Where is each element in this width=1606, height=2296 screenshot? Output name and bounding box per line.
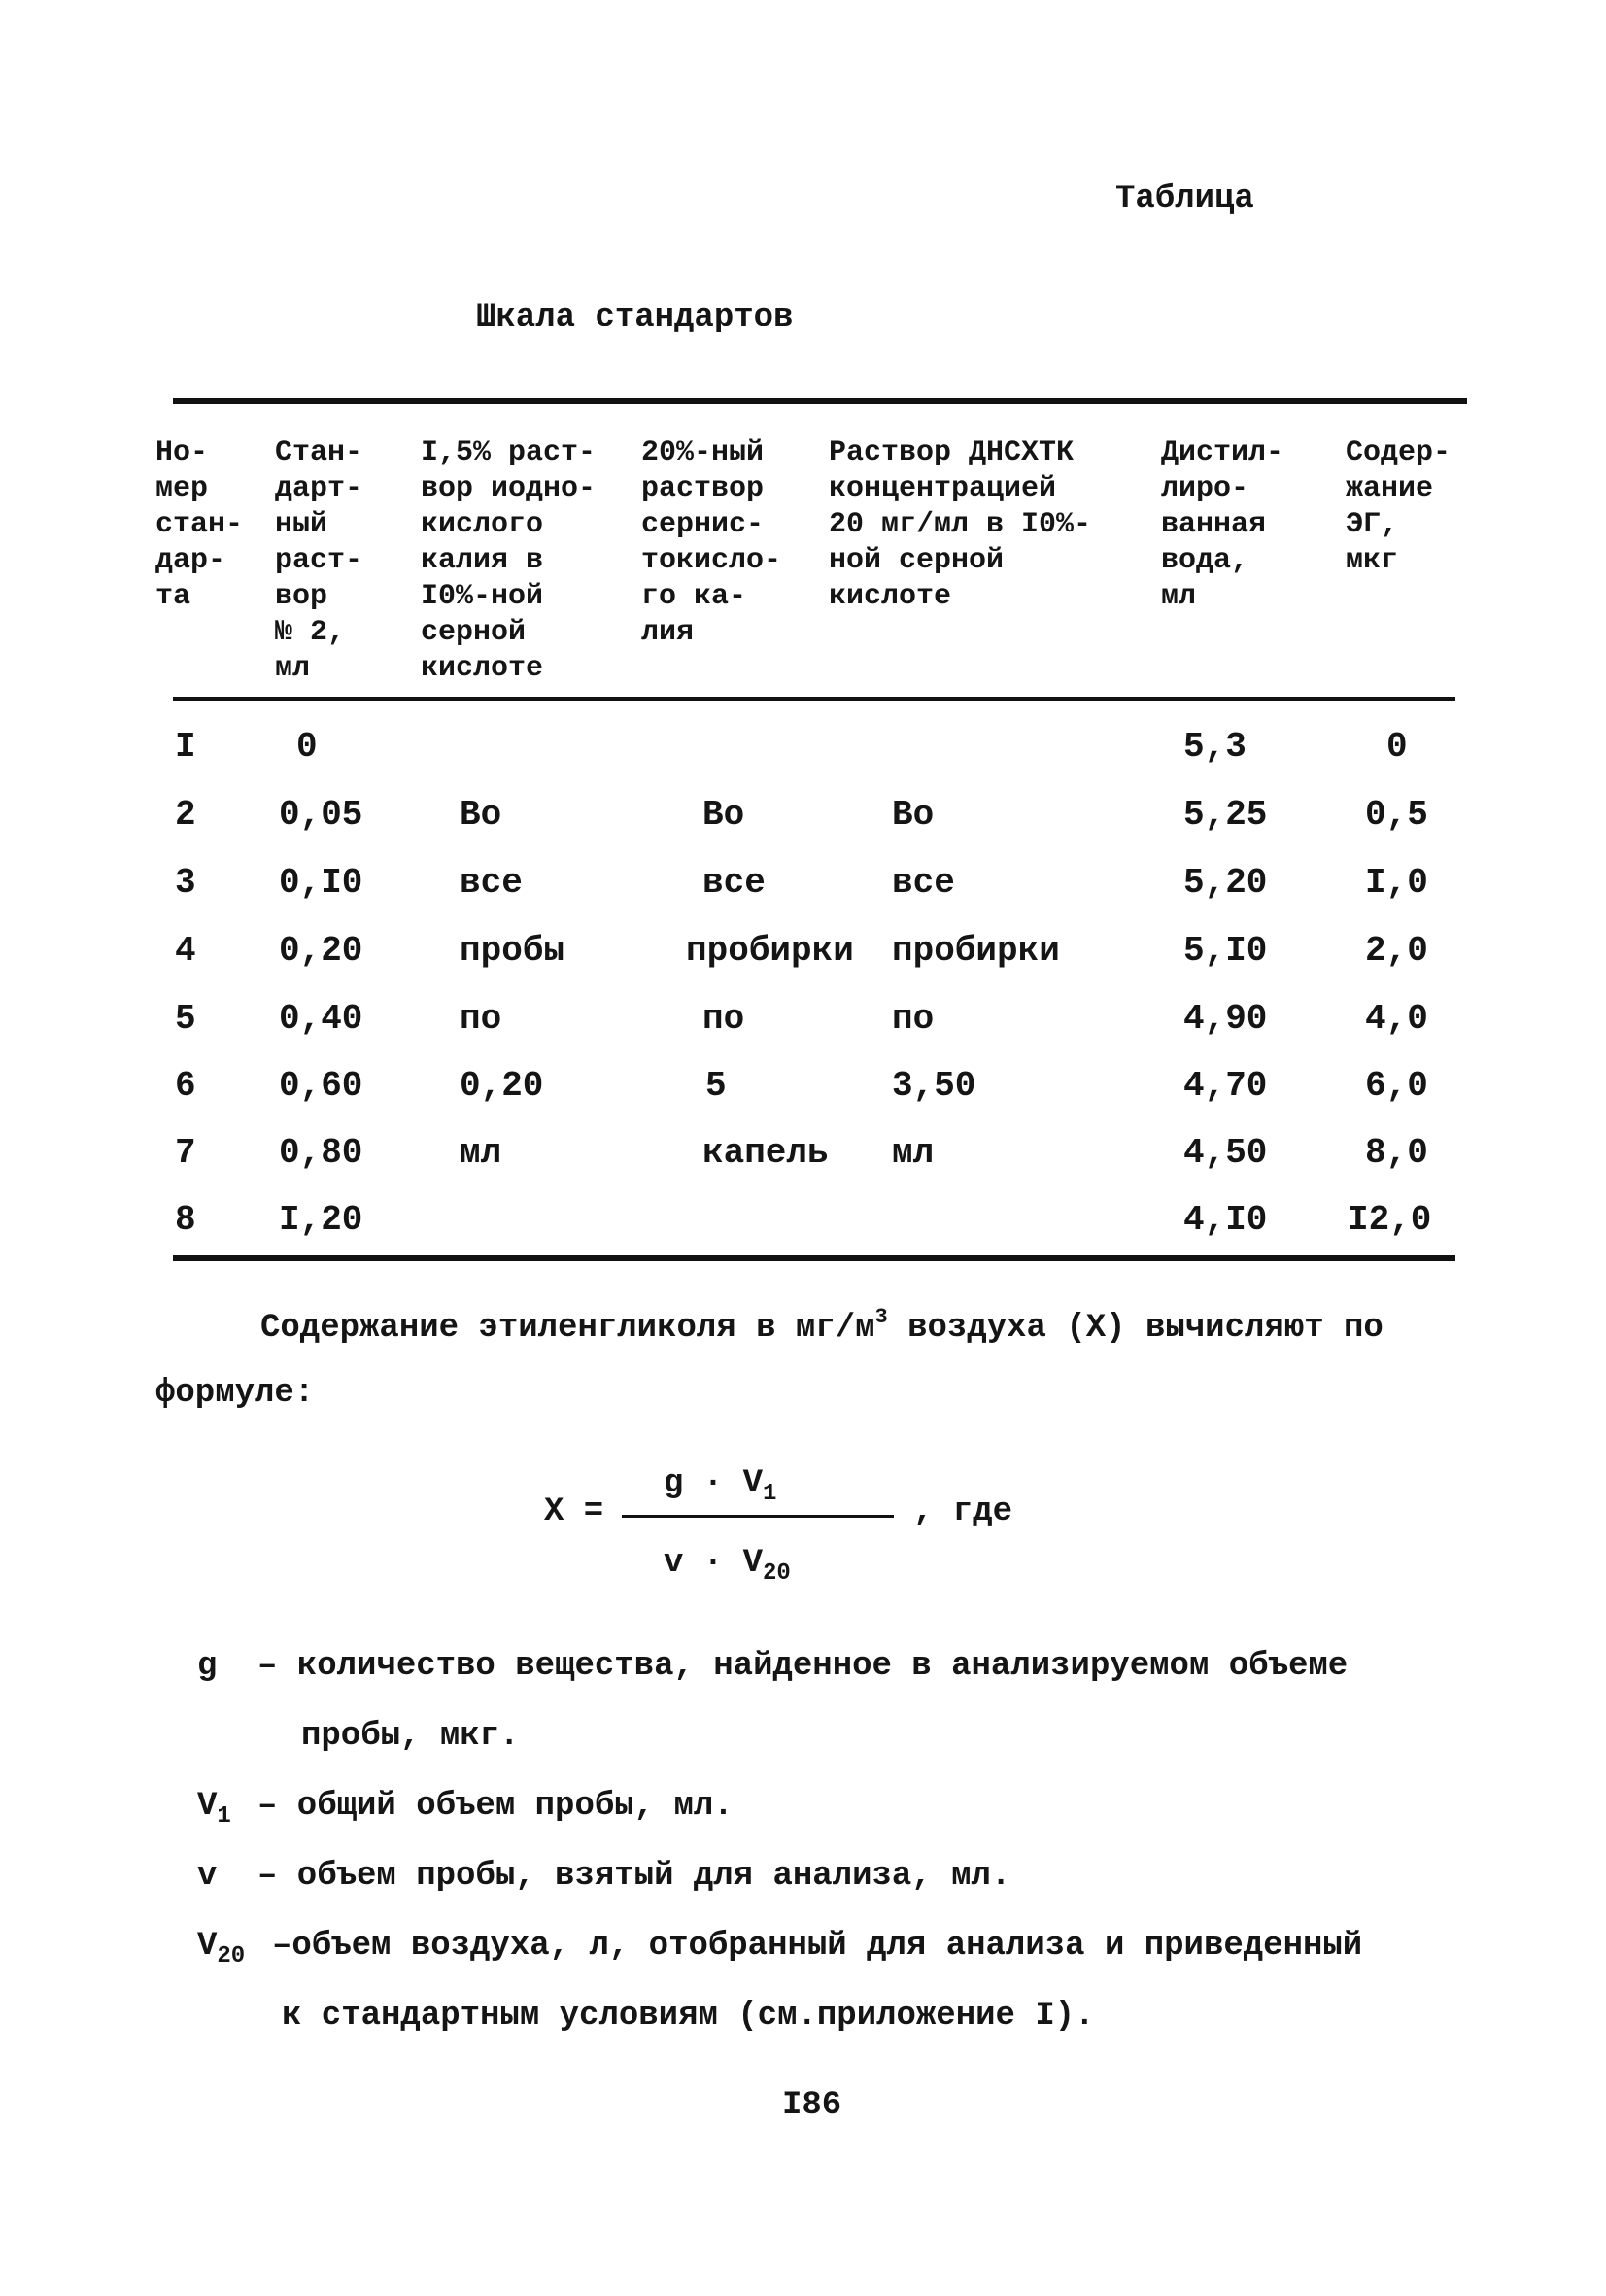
table-cell: 5,25 bbox=[1183, 795, 1268, 835]
table-cell: 0,40 bbox=[279, 999, 363, 1039]
paragraph-line-1: Содержание этиленгликоля в $мг/м^3$ воздуха (X) вычисляют по bbox=[260, 1305, 1384, 1347]
table-cell: 0 bbox=[1386, 727, 1408, 767]
definition-text: –объем воздуха, л, отобранный для анализа и приведенный bbox=[272, 1928, 1363, 1965]
table-cell: мл bbox=[460, 1133, 502, 1173]
table-title: Шкала стандартов bbox=[476, 299, 794, 336]
page-number: I86 bbox=[782, 2087, 842, 2124]
definition-symbol: $V_1$ bbox=[197, 1788, 231, 1830]
table-cell: 8,0 bbox=[1365, 1133, 1428, 1173]
table-cell: все bbox=[702, 863, 766, 903]
table-cell: I bbox=[175, 727, 196, 767]
table-cell: 4,90 bbox=[1183, 999, 1268, 1039]
header-cell: 20%-ный раствор сернис- токисло- го ка- лия bbox=[641, 436, 782, 649]
table-cell: I2,0 bbox=[1348, 1200, 1432, 1240]
table-cell: пробы bbox=[460, 931, 565, 971]
table-cell: 6 bbox=[175, 1066, 196, 1106]
table-cell: все bbox=[892, 863, 955, 903]
header-cell: Стан- дарт- ный раст- вор № 2, мл bbox=[275, 436, 363, 685]
table-cell: 5,20 bbox=[1183, 863, 1268, 903]
table-cell: 2 bbox=[175, 795, 196, 835]
table-caption: Таблица bbox=[1115, 181, 1254, 218]
table-cell: мл bbox=[892, 1133, 935, 1173]
definition-symbol: g bbox=[197, 1648, 218, 1685]
table-cell: 0,I0 bbox=[279, 863, 363, 903]
definition-text: – объем пробы, взятый для анализа, мл. bbox=[257, 1858, 1011, 1895]
table-cell: 0,5 bbox=[1365, 795, 1428, 835]
table-cell: I,0 bbox=[1365, 863, 1428, 903]
paragraph-line-2: формуле: bbox=[155, 1375, 315, 1412]
header-cell: Но- мер стан- дар- та bbox=[155, 436, 244, 613]
table-cell: 0,20 bbox=[460, 1066, 544, 1106]
table-cell: 5 bbox=[705, 1066, 727, 1106]
header-cell: Раствор ДНСХТК концентрацией 20 мг/мл в I0%- ной серной кислоте bbox=[829, 436, 1092, 613]
table-cell: 4,0 bbox=[1365, 999, 1428, 1039]
table-cell: I,20 bbox=[279, 1200, 363, 1240]
table-cell: Во bbox=[892, 795, 935, 835]
table-cell: 6,0 bbox=[1365, 1066, 1428, 1106]
table-cell: 0,80 bbox=[279, 1133, 363, 1173]
formula-suffix: , где bbox=[913, 1493, 1013, 1530]
table-cell: капель bbox=[702, 1133, 829, 1173]
table-cell: пробирки bbox=[892, 931, 1060, 971]
table-cell: 2,0 bbox=[1365, 931, 1428, 971]
table-cell: 4,I0 bbox=[1183, 1200, 1268, 1240]
definition-symbol: v bbox=[197, 1858, 218, 1895]
definition-text: – количество вещества, найденное в анализируемом объеме bbox=[257, 1648, 1349, 1685]
formula-lhs: X = bbox=[544, 1493, 604, 1530]
table-top-rule bbox=[173, 398, 1467, 404]
table-cell: по bbox=[702, 999, 745, 1039]
table-cell: 4,50 bbox=[1183, 1133, 1268, 1173]
table-cell: все bbox=[460, 863, 523, 903]
fraction-bar bbox=[622, 1515, 894, 1518]
table-cell: по bbox=[892, 999, 935, 1039]
table-cell: 4 bbox=[175, 931, 196, 971]
table-cell: 3,50 bbox=[892, 1066, 976, 1106]
table-cell: Во bbox=[702, 795, 745, 835]
definition-continuation: пробы, мкг. bbox=[301, 1718, 520, 1755]
header-cell: Дистил- лиро- ванная вода, мл bbox=[1161, 436, 1284, 613]
table-bottom-rule bbox=[173, 1255, 1455, 1261]
header-cell: I,5% раст- вор иодно- кислого калия в I0%-ной серной кислоте bbox=[421, 436, 597, 685]
table-cell: 5,I0 bbox=[1183, 931, 1268, 971]
table-cell: 0,05 bbox=[279, 795, 363, 835]
table-cell: 0,60 bbox=[279, 1066, 363, 1106]
table-cell: 5 bbox=[175, 999, 196, 1039]
table-cell: 8 bbox=[175, 1200, 196, 1240]
table-header-rule bbox=[173, 697, 1455, 701]
table-cell: пробирки bbox=[686, 931, 854, 971]
header-cell: Содер- жание ЭГ, мкг bbox=[1346, 436, 1452, 577]
table-cell: по bbox=[460, 999, 502, 1039]
table-cell: 0,20 bbox=[279, 931, 363, 971]
definition-text: – общий объем пробы, мл. bbox=[257, 1788, 734, 1825]
table-cell: 0 bbox=[296, 727, 318, 767]
definition-symbol: $V_{20}$ bbox=[197, 1928, 246, 1970]
table-cell: 7 bbox=[175, 1133, 196, 1173]
definition-continuation: к стандартным условиям (см.приложение I). bbox=[282, 1998, 1095, 2035]
formula-numerator: $g \cdot V_1$ bbox=[664, 1465, 777, 1507]
table-cell: 4,70 bbox=[1183, 1066, 1268, 1106]
table-cell: 3 bbox=[175, 863, 196, 903]
formula-denominator: $v \cdot V_{20}$ bbox=[664, 1545, 791, 1587]
table-cell: Во bbox=[460, 795, 502, 835]
table-cell: 5,3 bbox=[1183, 727, 1247, 767]
